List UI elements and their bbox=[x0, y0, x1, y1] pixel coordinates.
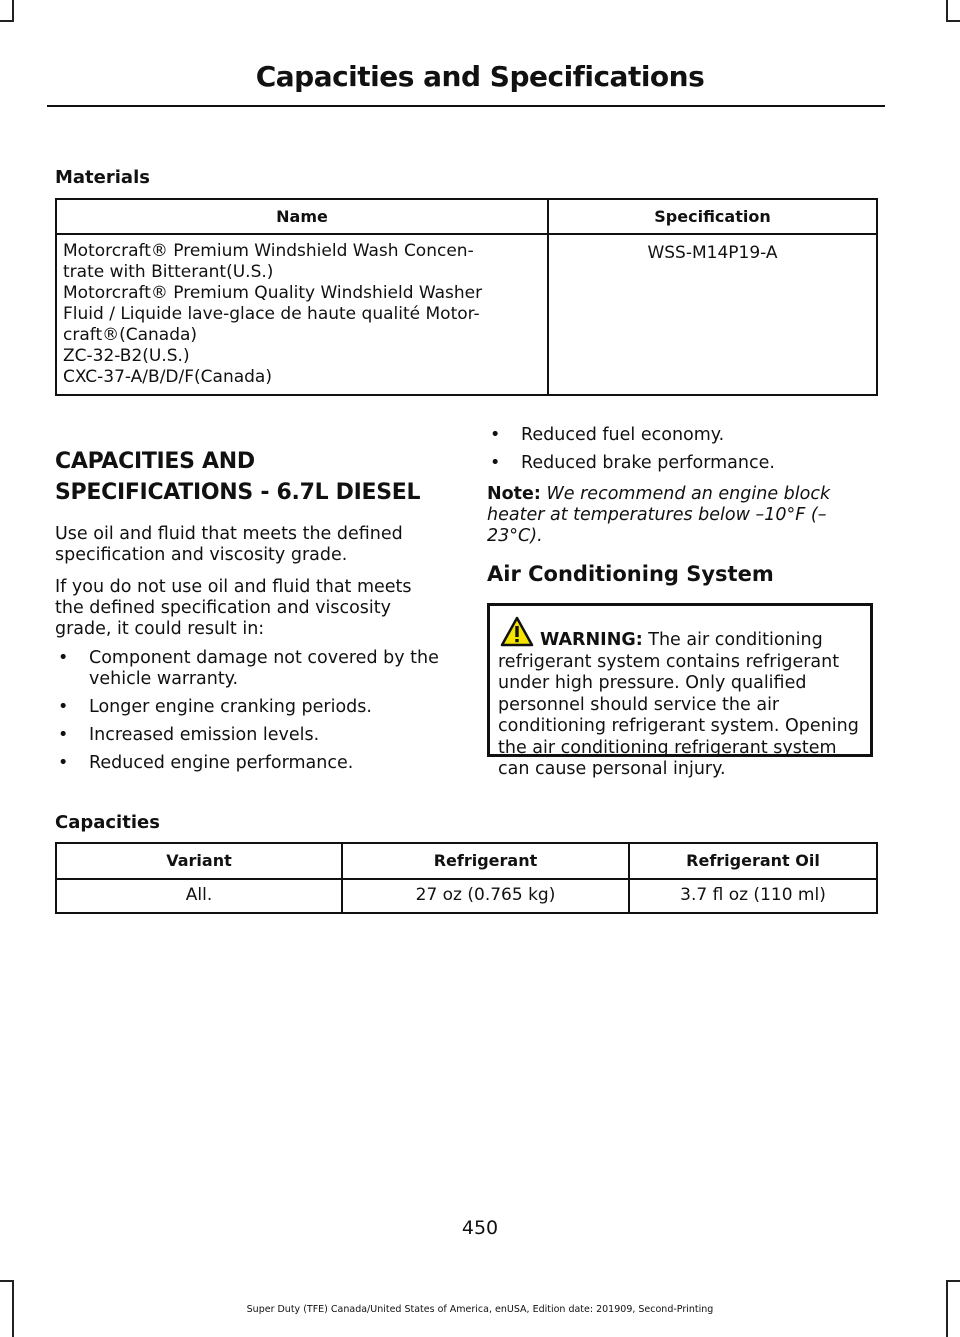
section-title-line: CAPACITIES AND bbox=[55, 449, 255, 474]
materials-heading: Materials bbox=[55, 167, 150, 188]
material-name-line: trate with Bitterant(U.S.) bbox=[63, 262, 274, 282]
column-header-specification: Specification bbox=[548, 199, 877, 234]
table-header-row bbox=[56, 843, 877, 879]
crop-mark bbox=[0, 1280, 14, 1282]
air-conditioning-title: Air Conditioning System bbox=[487, 562, 774, 586]
consequence-list bbox=[55, 648, 455, 781]
material-name-line: Motorcraft® Premium Quality Windshield Washer bbox=[63, 283, 483, 303]
note-label: Note: bbox=[487, 484, 541, 504]
material-name-cell bbox=[56, 234, 548, 395]
header-rule bbox=[47, 105, 885, 107]
section-title-line: SPECIFICATIONS - 6.7L DIESEL bbox=[55, 480, 421, 505]
note-text: We recommend an engine block heater at temperatures below –10°F (–23°C). bbox=[487, 484, 831, 546]
refrigerant-oil-cell: 3.7 fl oz (110 ml) bbox=[629, 879, 877, 913]
column-header-refrigerant: Refrigerant bbox=[342, 843, 629, 879]
intro-paragraph: Use oil and fluid that meets the defined specification and viscosity grade. bbox=[55, 524, 403, 565]
section-title bbox=[55, 446, 455, 508]
capacities-table bbox=[55, 842, 878, 914]
list-item: • Reduced engine performance. bbox=[55, 753, 455, 774]
consequence-list-continued bbox=[487, 425, 877, 481]
warning-text-block bbox=[498, 630, 864, 781]
page-number: 450 bbox=[461, 1217, 499, 1239]
table-row bbox=[56, 234, 877, 395]
warning-box bbox=[487, 603, 873, 779]
variant-cell: All. bbox=[56, 879, 342, 913]
material-name-line: ZC-32-B2(U.S.) bbox=[63, 346, 190, 366]
table-header-row bbox=[56, 199, 877, 234]
footer-edition: Super Duty (TFE) Canada/United States of America, enUSA, Edition date: 201909, Second-Printing bbox=[246, 1304, 714, 1315]
note bbox=[487, 484, 867, 547]
result-paragraph: If you do not use oil and fluid that meets the defined specification and viscosity grade, it could result in: bbox=[55, 577, 412, 639]
material-name-line: craft®(Canada) bbox=[63, 325, 198, 345]
crop-mark bbox=[946, 0, 948, 22]
crop-mark bbox=[946, 20, 960, 22]
column-header-refrigerant-oil: Refrigerant Oil bbox=[629, 843, 877, 879]
warning-label: WARNING: bbox=[540, 630, 643, 650]
table-row bbox=[56, 879, 877, 913]
page-title: Capacities and Specifications bbox=[255, 60, 705, 93]
list-item: • Longer engine cranking periods. bbox=[55, 697, 455, 718]
crop-mark bbox=[12, 0, 14, 22]
crop-mark bbox=[946, 1280, 960, 1282]
warning-triangle-icon bbox=[500, 616, 534, 648]
materials-table bbox=[55, 198, 878, 396]
column-header-name: Name bbox=[56, 199, 548, 234]
warning-text: The air conditioning refrigerant system contains refrigerant under high pressure. Only qualified personnel should service the air conditioning refrigerant system. Opening the air conditioning refrigerant system can cause personal injury. bbox=[498, 630, 859, 779]
list-item: • Component damage not covered by the vehicle warranty. bbox=[55, 648, 455, 690]
list-item: • Increased emission levels. bbox=[55, 725, 455, 746]
material-name-line: CXC-37-A/B/D/F(Canada) bbox=[63, 367, 272, 387]
crop-mark bbox=[0, 20, 14, 22]
material-specification-cell: WSS-M14P19-A bbox=[548, 234, 877, 395]
refrigerant-cell: 27 oz (0.765 kg) bbox=[342, 879, 629, 913]
column-header-variant: Variant bbox=[56, 843, 342, 879]
list-item: • Reduced brake performance. bbox=[487, 453, 877, 474]
material-name-line: Motorcraft® Premium Windshield Wash Concen- bbox=[63, 241, 474, 261]
capacities-heading: Capacities bbox=[55, 812, 160, 833]
material-name-line: Fluid / Liquide lave-glace de haute qualité Motor- bbox=[63, 304, 480, 324]
list-item: • Reduced fuel economy. bbox=[487, 425, 877, 446]
